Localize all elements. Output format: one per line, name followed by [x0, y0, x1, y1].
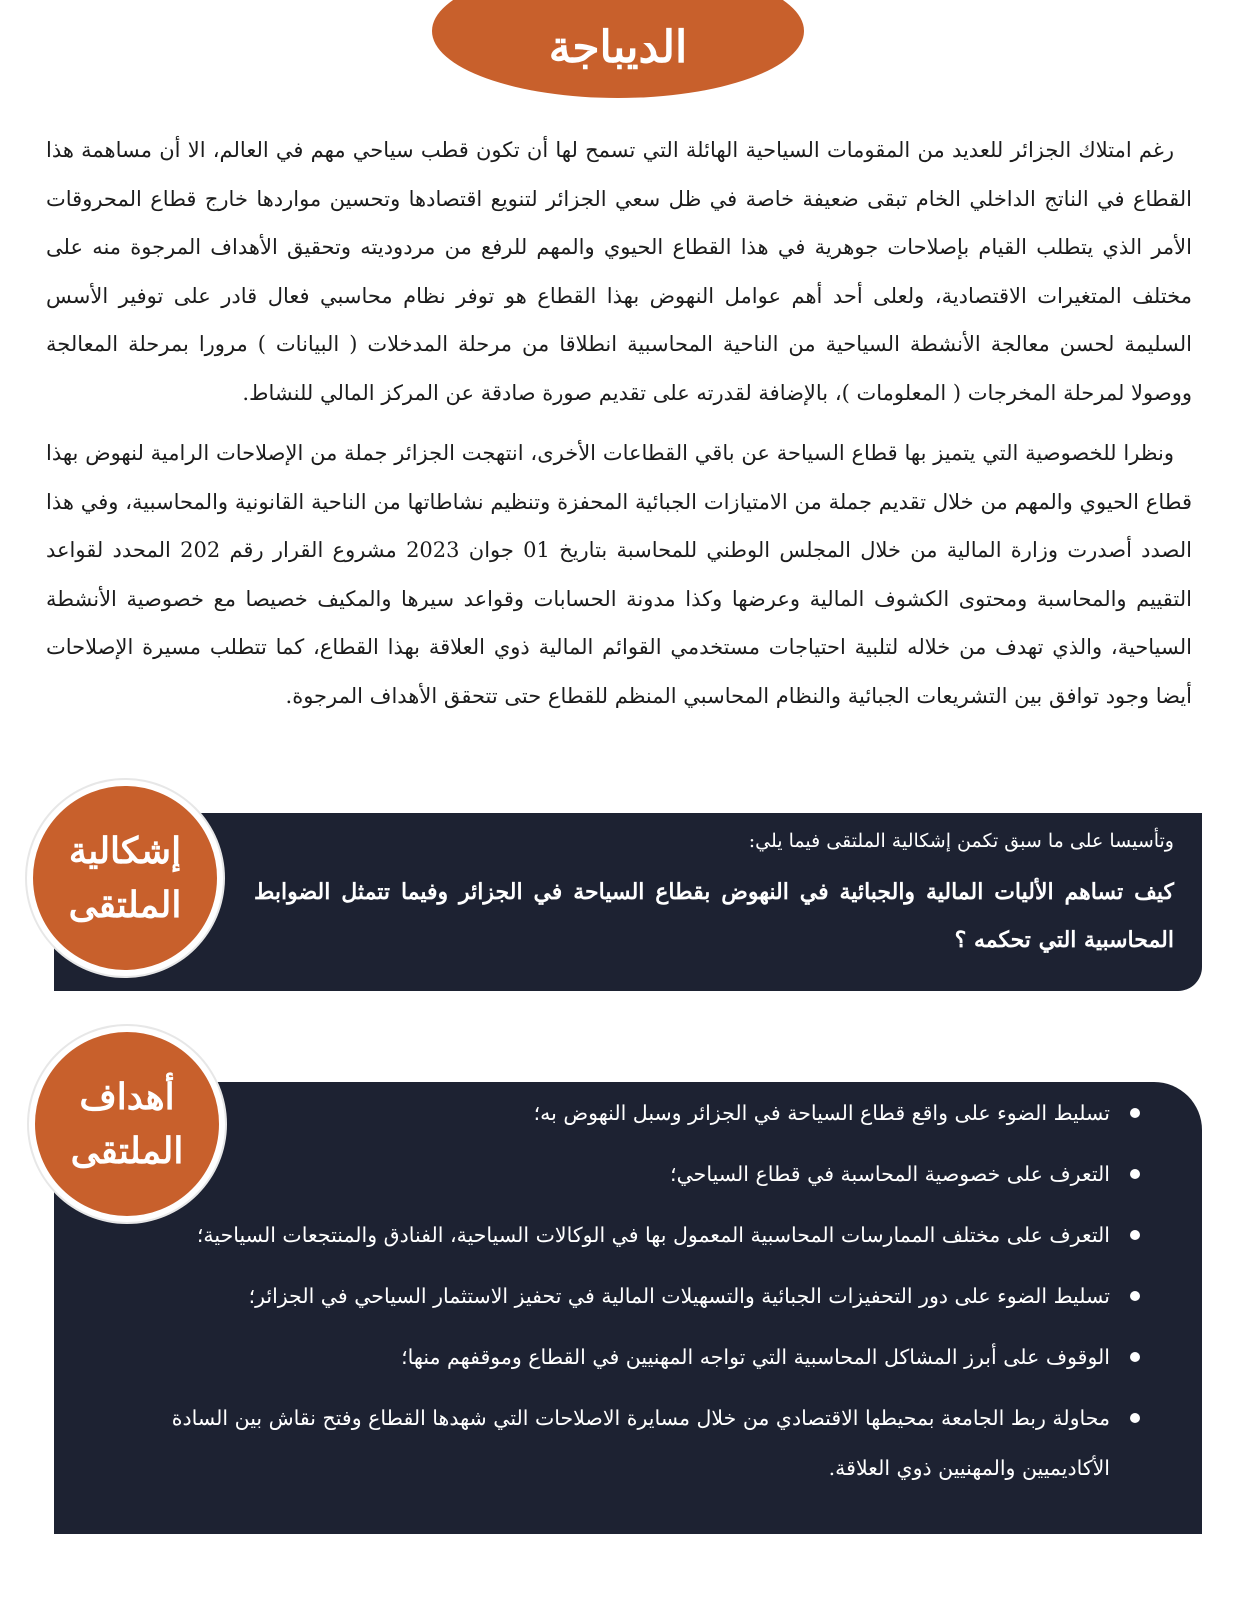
problem-badge — [27, 780, 223, 976]
page-title: الديباجة — [548, 22, 688, 73]
intro-paragraph-2: ونظرا للخصوصية التي يتميز بها قطاع السياحة عن باقي القطاعات الأخرى، انتهجت الجزائر جملة من الإصلاحات الرامية لنهوض بهذا قطاع الحيوي والمهم من خلال تقديم جملة من الامتيازات الجبائية المحفزة وتنظيم نشاطاتها من الناحية القانونية والمحاسبية، وفي هذا الصدد أصدرت وزارة المالية من خلال المجلس الوطني للمحاسبة بتاريخ 01 جوان 2023 مشروع القرار رقم 202 المحدد لقواعد التقييم والمحاسبة ومحتوى الكشوف المالية وعرضها وكذا مدونة الحسابات وقواعد سيرها والمكيف خصيصا مع خصوصية الأنشطة السياحية، والذي تهدف من خلاله لتلبية احتياجات مستخدمي القوائم المالية ذوي العلاقة بهذا القطاع، كما تتطلب مسيرة الإصلاحات أيضا وجود توافق بين التشريعات الجبائية والنظام المحاسبي المنظم للقطاع حتى تتحقق الأهداف المرجوة. — [46, 441, 1193, 708]
problem-lead: وتأسيسا على ما سبق تكمن إشكالية الملتقى فيما يلي: — [748, 830, 1174, 852]
goal-item: تسليط الضوء على واقع قطاع السياحة في الجزائر وسبل النهوض به؛ — [124, 1088, 1140, 1138]
problem-question: كيف تساهم الأليات المالية والجبائية في النهوض بقطاع السياحة في الجزائر وفيما تتمثل الضوابط المحاسبية التي تحكمه ؟ — [254, 879, 1175, 953]
intro-section — [46, 126, 1192, 732]
goal-item: الوقوف على أبرز المشاكل المحاسبية التي تواجه المهنيين في القطاع وموقفهم منها؛ — [124, 1332, 1140, 1382]
problem-badge-line1: إشكالية — [68, 830, 182, 872]
goal-item: التعرف على خصوصية المحاسبة في قطاع السياحي؛ — [124, 1149, 1140, 1199]
problem-badge-line2: الملتقى — [68, 884, 182, 926]
intro-paragraph-1: رغم امتلاك الجزائر للعديد من المقومات السياحية الهائلة التي تسمح لها أن تكون قطب سياحي مهم في العالم، الا أن مساهمة هذا القطاع في الناتج الداخلي الخام تبقى ضعيفة خاصة في ظل سعي الجزائر لتنويع اقتصادها وتحسين مواردها خارج قطاع المحروقات الأمر الذي يتطلب القيام بإصلاحات جوهرية في هذا القطاع الحيوي والمهم للرفع من مردوديته وتحقيق الأهداف المرجوة منه على مختلف المتغيرات الاقتصادية، ولعلى أحد أهم عوامل النهوض بهذا القطاع هو توفر نظام محاسبي فعال قادر على توفير الأسس السليمة لحسن معالجة الأنشطة السياحية من الناحية المحاسبية انطلاقا من مرحلة المدخلات ( البيانات ) مرورا بمرحلة المعالجة ووصولا لمرحلة المخرجات ( المعلومات )، بالإضافة لقدرته على تقديم صورة صادقة عن المركز المالي للنشاط. — [46, 138, 1192, 405]
goals-badge-line2: الملتقى — [70, 1130, 184, 1172]
goal-item: التعرف على مختلف الممارسات المحاسبية المعمول بها في الوكالات السياحية، الفنادق والمنتجعات السياحية؛ — [124, 1210, 1140, 1260]
goals-list — [124, 1088, 1140, 1504]
goal-item: تسليط الضوء على دور التحفيزات الجبائية والتسهيلات المالية في تحفيز الاستثمار السياحي في الجزائر؛ — [124, 1271, 1140, 1321]
goal-item: محاولة ربط الجامعة بمحيطها الاقتصادي من خلال مسايرة الاصلاحات التي شهدها القطاع وفتح نقاش بين السادة الأكاديميين والمهنيين ذوي العلاقة. — [124, 1393, 1140, 1493]
goals-badge-line1: أهداف — [79, 1076, 175, 1118]
